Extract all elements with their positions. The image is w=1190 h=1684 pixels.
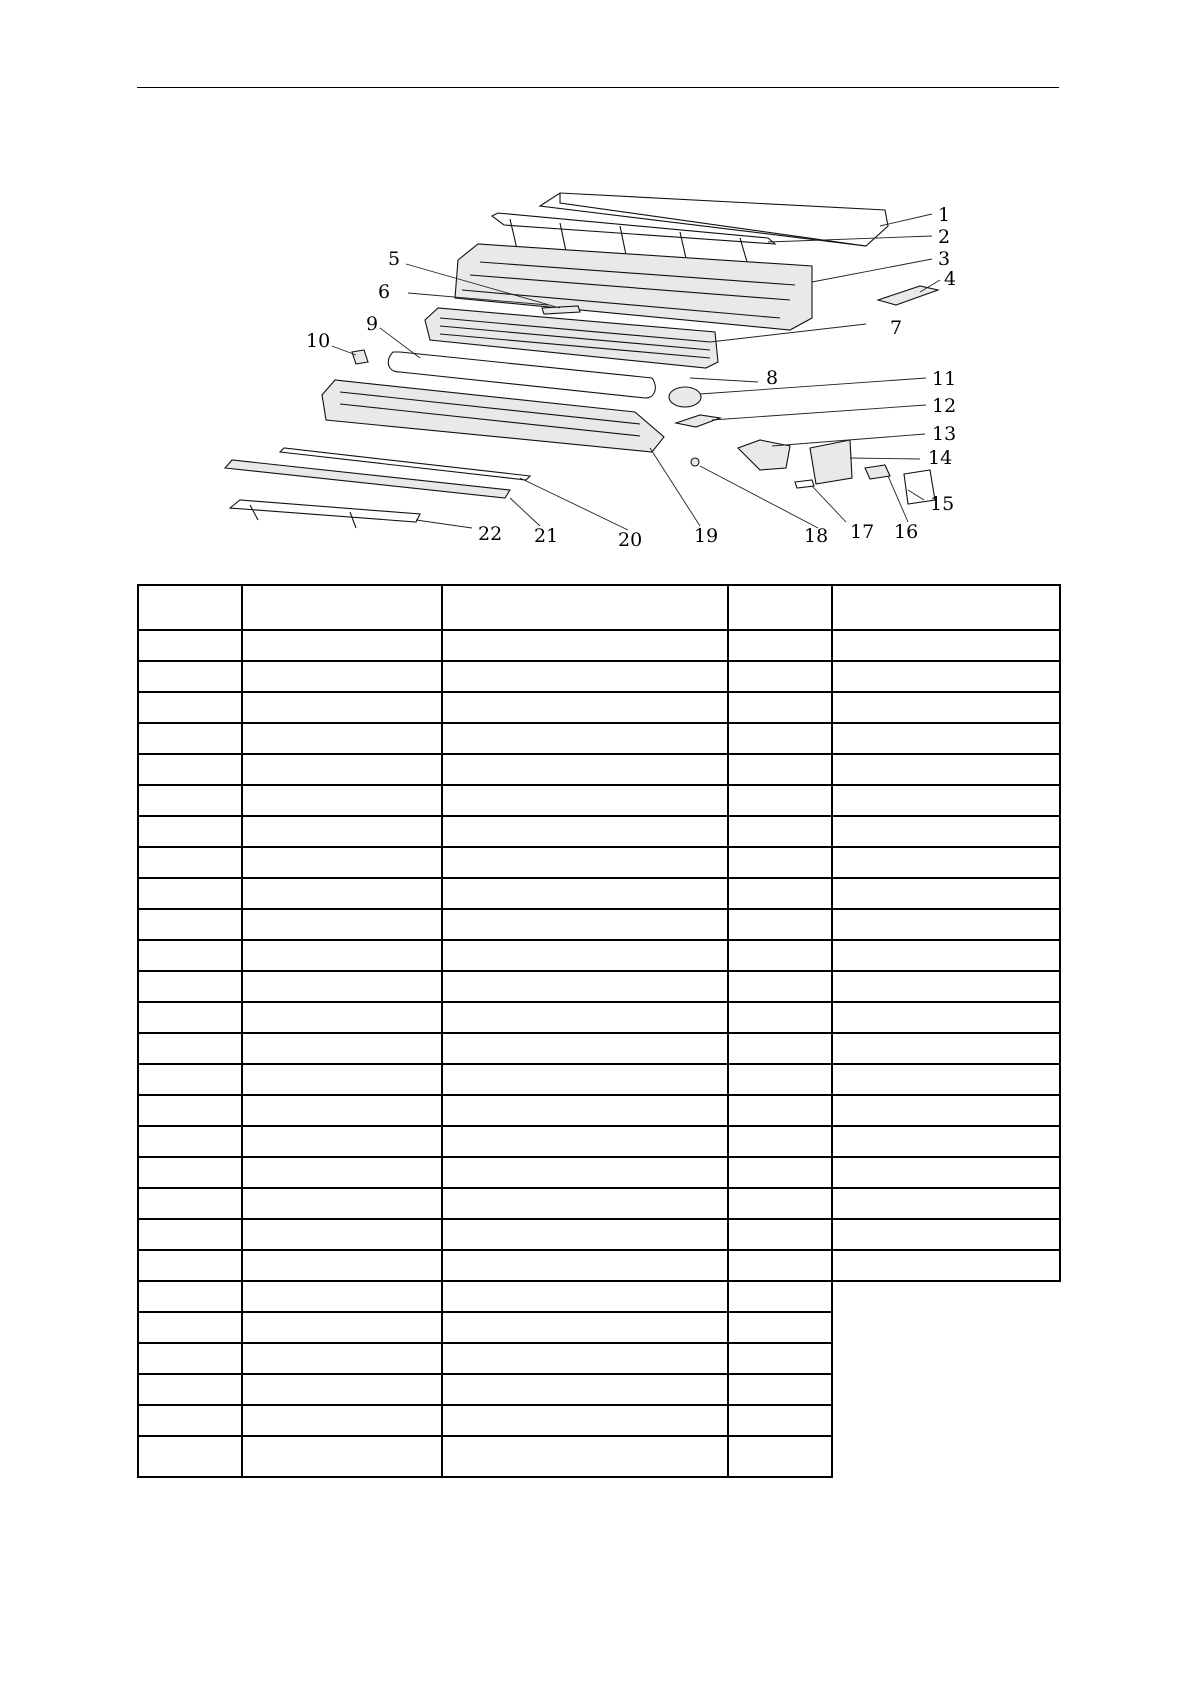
table-cell	[242, 1343, 442, 1374]
table-cell	[728, 1064, 832, 1095]
table-cell	[242, 585, 442, 630]
table-cell	[728, 909, 832, 940]
table-cell	[832, 661, 1060, 692]
table-cell	[138, 1281, 242, 1312]
table-cell	[242, 1405, 442, 1436]
table-cell	[138, 1064, 242, 1095]
table-cell	[728, 878, 832, 909]
callout-6: 6	[378, 281, 391, 303]
table-cell	[242, 1157, 442, 1188]
callout-22: 22	[478, 523, 503, 545]
table-row	[138, 630, 1060, 661]
table-cell	[442, 692, 728, 723]
table-row	[138, 723, 1060, 754]
table-row	[138, 754, 1060, 785]
table-cell	[242, 1312, 442, 1343]
callout-14: 14	[928, 447, 953, 469]
table-cell	[442, 1374, 728, 1405]
table-row	[138, 1033, 1060, 1064]
callout-7: 7	[890, 317, 903, 339]
table-cell	[138, 1312, 242, 1343]
table-cell	[138, 1374, 242, 1405]
part-guide-plate	[225, 460, 510, 498]
table-row	[138, 1064, 1060, 1095]
table-cell	[138, 909, 242, 940]
table-cell	[138, 1157, 242, 1188]
table-cell	[728, 1436, 832, 1477]
table-cell	[138, 847, 242, 878]
table-cell	[242, 661, 442, 692]
table-cell	[832, 1343, 1060, 1374]
table-cell	[728, 1126, 832, 1157]
callout-17: 17	[850, 521, 875, 543]
part-small-box	[865, 465, 890, 479]
table-cell	[442, 1343, 728, 1374]
table-cell	[832, 1374, 1060, 1405]
table-cell	[442, 1219, 728, 1250]
table-cell	[832, 1436, 1060, 1477]
table-cell	[728, 1002, 832, 1033]
table-cell	[242, 1219, 442, 1250]
table-cell	[242, 1374, 442, 1405]
table-cell	[728, 1405, 832, 1436]
table-cell	[832, 1126, 1060, 1157]
table-cell	[442, 630, 728, 661]
part-mounting-plate	[230, 500, 420, 528]
table-row	[138, 847, 1060, 878]
table-cell	[442, 971, 728, 1002]
callout-12: 12	[932, 395, 957, 417]
table-cell	[832, 754, 1060, 785]
table-cell	[728, 1281, 832, 1312]
table-cell	[728, 1095, 832, 1126]
table-cell	[138, 1343, 242, 1374]
callout-2: 2	[938, 226, 951, 248]
callout-5: 5	[388, 248, 401, 270]
table-row	[138, 1157, 1060, 1188]
table-row	[138, 940, 1060, 971]
table-cell	[728, 692, 832, 723]
table-cell	[138, 1002, 242, 1033]
table-row	[138, 1126, 1060, 1157]
table-cell	[728, 1219, 832, 1250]
table-row	[138, 971, 1060, 1002]
table-row	[138, 909, 1060, 940]
table-cell	[442, 1002, 728, 1033]
table-cell	[728, 1157, 832, 1188]
table-cell	[242, 1095, 442, 1126]
table-cell	[442, 847, 728, 878]
table-row	[138, 1312, 1060, 1343]
table-cell	[728, 754, 832, 785]
table-cell	[832, 1002, 1060, 1033]
table-cell	[138, 1095, 242, 1126]
table-cell	[442, 878, 728, 909]
table-cell	[138, 785, 242, 816]
table-cell	[442, 1095, 728, 1126]
callout-21: 21	[534, 525, 559, 547]
table-cell	[728, 585, 832, 630]
table-cell	[442, 785, 728, 816]
table-cell	[728, 785, 832, 816]
table-cell	[832, 785, 1060, 816]
callout-4: 4	[944, 268, 957, 290]
table-cell	[138, 1250, 242, 1281]
table-cell	[728, 1374, 832, 1405]
table-cell	[138, 723, 242, 754]
table-cell	[138, 1188, 242, 1219]
table-cell	[138, 661, 242, 692]
table-cell	[728, 630, 832, 661]
table-cell	[242, 909, 442, 940]
table-cell	[138, 1033, 242, 1064]
callout-8: 8	[766, 367, 779, 389]
table-cell	[138, 1126, 242, 1157]
table-cell	[832, 1405, 1060, 1436]
table-cell	[832, 585, 1060, 630]
table-cell	[442, 909, 728, 940]
part-electric-cover	[878, 286, 938, 305]
table-cell	[728, 816, 832, 847]
table-cell	[242, 940, 442, 971]
table-cell	[138, 630, 242, 661]
table-cell	[242, 1033, 442, 1064]
part-control-box	[810, 440, 852, 484]
table-cell	[832, 1033, 1060, 1064]
table-row	[138, 816, 1060, 847]
table-cell	[728, 940, 832, 971]
table-cell	[832, 940, 1060, 971]
table-cell	[832, 847, 1060, 878]
table-cell	[138, 971, 242, 1002]
table-cell	[138, 585, 242, 630]
table-cell	[832, 1312, 1060, 1343]
table-cell	[442, 723, 728, 754]
table-cell	[242, 847, 442, 878]
table-row	[138, 661, 1060, 692]
table-cell	[242, 1064, 442, 1095]
table-cell	[442, 1033, 728, 1064]
table-cell	[442, 661, 728, 692]
part-fastener	[691, 458, 699, 466]
parts-table	[137, 584, 1061, 1478]
callout-9: 9	[366, 313, 379, 335]
part-motor-clamp	[676, 415, 720, 427]
table-cell	[832, 723, 1060, 754]
table-cell	[242, 1002, 442, 1033]
table-cell	[728, 1188, 832, 1219]
part-motor	[669, 387, 701, 407]
table-cell	[832, 1095, 1060, 1126]
table-row	[138, 1250, 1060, 1281]
callout-3: 3	[938, 248, 951, 270]
table-cell	[242, 754, 442, 785]
table-row	[138, 785, 1060, 816]
table-cell	[138, 816, 242, 847]
callout-18: 18	[804, 525, 829, 547]
part-clip	[795, 480, 814, 488]
exploded-view-diagram	[0, 0, 1190, 560]
table-cell	[442, 1064, 728, 1095]
table-cell	[442, 816, 728, 847]
table-cell	[442, 1312, 728, 1343]
table-cell	[138, 692, 242, 723]
table-cell	[242, 1250, 442, 1281]
table-cell	[138, 878, 242, 909]
table-cell	[832, 878, 1060, 909]
callout-15: 15	[930, 493, 955, 515]
callout-16: 16	[894, 521, 919, 543]
table-cell	[832, 1188, 1060, 1219]
table-cell	[728, 847, 832, 878]
table-cell	[728, 723, 832, 754]
callout-1: 1	[938, 204, 951, 226]
table-cell	[242, 971, 442, 1002]
part-front-panel	[540, 193, 888, 246]
table-row	[138, 1002, 1060, 1033]
table-cell	[442, 1157, 728, 1188]
table-cell	[242, 723, 442, 754]
table-row	[138, 1188, 1060, 1219]
table-cell	[442, 1436, 728, 1477]
table-cell	[242, 1188, 442, 1219]
table-cell	[832, 1064, 1060, 1095]
table-cell	[442, 1250, 728, 1281]
callout-11: 11	[932, 368, 957, 390]
table-cell	[242, 1281, 442, 1312]
table-row	[138, 1343, 1060, 1374]
table-cell	[832, 1250, 1060, 1281]
table-cell	[728, 1033, 832, 1064]
table-cell	[138, 940, 242, 971]
table-header-row	[138, 585, 1060, 630]
table-row	[138, 1374, 1060, 1405]
table-row	[138, 1405, 1060, 1436]
table-cell	[138, 1436, 242, 1477]
table-row	[138, 1095, 1060, 1126]
table-cell	[442, 1188, 728, 1219]
table-cell	[442, 585, 728, 630]
table-row	[138, 1219, 1060, 1250]
table-cell	[138, 1405, 242, 1436]
table-row	[138, 1281, 1060, 1312]
table-cell	[442, 1126, 728, 1157]
table-cell	[728, 971, 832, 1002]
table-cell	[242, 630, 442, 661]
table-cell	[442, 754, 728, 785]
table-cell	[832, 1281, 1060, 1312]
part-bearing	[352, 350, 368, 364]
table-cell	[832, 971, 1060, 1002]
table-cell	[728, 1312, 832, 1343]
part-display	[542, 306, 580, 314]
table-cell	[728, 661, 832, 692]
table-cell	[138, 1219, 242, 1250]
table-cell	[442, 1281, 728, 1312]
table-cell	[728, 1343, 832, 1374]
table-row	[138, 692, 1060, 723]
table-cell	[242, 878, 442, 909]
table-cell	[832, 630, 1060, 661]
table-cell	[242, 692, 442, 723]
table-cell	[242, 785, 442, 816]
table-cell	[728, 1250, 832, 1281]
callout-10: 10	[306, 330, 331, 352]
table-cell	[832, 692, 1060, 723]
table-cell	[442, 1405, 728, 1436]
table-cell	[832, 1219, 1060, 1250]
table-cell	[242, 1126, 442, 1157]
table-row	[138, 878, 1060, 909]
table-row	[138, 1436, 1060, 1477]
table-cell	[138, 754, 242, 785]
table-cell	[832, 909, 1060, 940]
part-electric-box	[738, 440, 790, 470]
callout-13: 13	[932, 423, 957, 445]
table-cell	[832, 1157, 1060, 1188]
part-chassis	[322, 380, 664, 452]
table-cell	[242, 816, 442, 847]
table-cell	[832, 816, 1060, 847]
callout-19: 19	[694, 525, 719, 547]
callout-20: 20	[618, 529, 643, 551]
table-cell	[242, 1436, 442, 1477]
table-cell	[442, 940, 728, 971]
